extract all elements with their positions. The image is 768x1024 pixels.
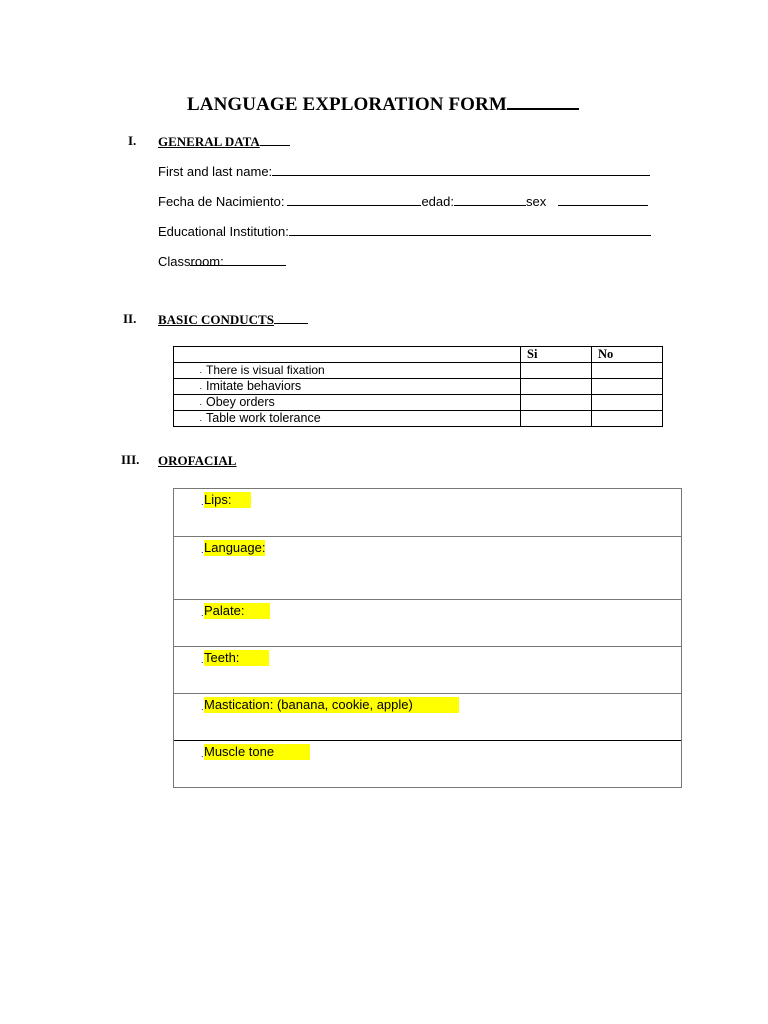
bullet-mark: . — [199, 381, 202, 391]
institution-label: Educational Institution: — [158, 224, 289, 239]
table-cell-no[interactable] — [592, 395, 663, 411]
section-2-label: BASIC CONDUCTS — [158, 312, 274, 327]
institution-field-row — [158, 222, 651, 239]
orofacial-row-language[interactable] — [174, 536, 681, 599]
table-cell-no[interactable] — [592, 363, 663, 379]
palate-label: Palate: — [204, 603, 270, 619]
name-field-row — [158, 162, 650, 179]
bullet-mark: . — [199, 413, 202, 423]
classroom-field[interactable] — [190, 252, 286, 266]
table-header-si: Si — [521, 347, 592, 363]
bullet-mark: . — [201, 702, 204, 712]
table-cell-behavior — [174, 395, 521, 411]
basic-conducts-table — [173, 346, 663, 427]
institution-field[interactable] — [289, 222, 651, 236]
orofacial-row-palate[interactable] — [174, 599, 681, 646]
behavior-label: There is visual fixation — [206, 363, 325, 377]
section-3-header — [158, 452, 236, 470]
bullet-mark: . — [201, 497, 204, 507]
birth-field[interactable] — [287, 192, 421, 206]
name-field[interactable] — [272, 162, 650, 176]
table-cell-no[interactable] — [592, 411, 663, 427]
sex-field[interactable] — [558, 192, 648, 206]
section-2-tail-line — [274, 313, 308, 324]
behavior-label: Imitate behaviors — [206, 379, 302, 393]
table-row — [174, 411, 663, 427]
form-title-text: LANGUAGE EXPLORATION FORM — [187, 94, 507, 115]
orofacial-row-lips[interactable] — [174, 489, 681, 536]
bullet-mark: . — [201, 608, 204, 618]
age-label: edad: — [421, 194, 454, 209]
classroom-field-row — [158, 252, 286, 269]
birth-label: Fecha de Nacimiento: — [158, 194, 285, 209]
muscle-tone-label: Muscle tone — [204, 744, 310, 760]
table-cell-si[interactable] — [521, 395, 592, 411]
table-row — [174, 395, 663, 411]
table-cell-si[interactable] — [521, 379, 592, 395]
section-3-number: III. — [121, 452, 140, 467]
title-underline — [507, 94, 579, 110]
language-label: Language: — [204, 540, 266, 555]
table-cell-si[interactable] — [521, 363, 592, 379]
table-cell-behavior — [174, 411, 521, 427]
behavior-label: Table work tolerance — [206, 411, 321, 425]
sex-label: sex — [526, 194, 547, 209]
bullet-mark: . — [201, 545, 204, 555]
bullet-mark: . — [199, 365, 202, 375]
section-1-number: I. — [128, 133, 137, 148]
teeth-label: Teeth: — [204, 650, 269, 666]
classroom-label: Classroom: — [158, 254, 224, 269]
orofacial-row-muscle-tone[interactable] — [174, 740, 681, 787]
mastication-label: Mastication: (banana, cookie, apple) — [204, 697, 459, 713]
section-1-tail-line — [260, 135, 290, 146]
table-cell-si[interactable] — [521, 411, 592, 427]
lips-label: Lips: — [204, 492, 251, 508]
orofacial-row-teeth[interactable] — [174, 646, 681, 693]
section-2-header — [158, 311, 308, 329]
behavior-label: Obey orders — [206, 395, 275, 409]
section-1-label: GENERAL DATA — [158, 134, 260, 149]
table-header-item — [174, 347, 521, 363]
table-row — [174, 379, 663, 395]
bullet-mark: . — [201, 655, 204, 665]
table-header-no: No — [592, 347, 663, 363]
section-2-number: II. — [123, 311, 137, 326]
bullet-mark: . — [199, 397, 202, 407]
orofacial-box — [173, 488, 682, 788]
section-1-header — [158, 133, 290, 151]
table-header-row — [174, 347, 663, 363]
name-label: First and last name: — [158, 164, 273, 179]
orofacial-row-mastication[interactable] — [174, 693, 681, 740]
section-3-label: OROFACIAL — [158, 453, 237, 468]
birth-age-sex-row — [158, 192, 648, 209]
table-cell-no[interactable] — [592, 379, 663, 395]
table-cell-behavior — [174, 379, 521, 395]
bullet-mark: . — [201, 749, 204, 759]
form-title — [187, 94, 579, 116]
age-field[interactable] — [454, 192, 526, 206]
table-cell-behavior — [174, 363, 521, 379]
table-row — [174, 363, 663, 379]
